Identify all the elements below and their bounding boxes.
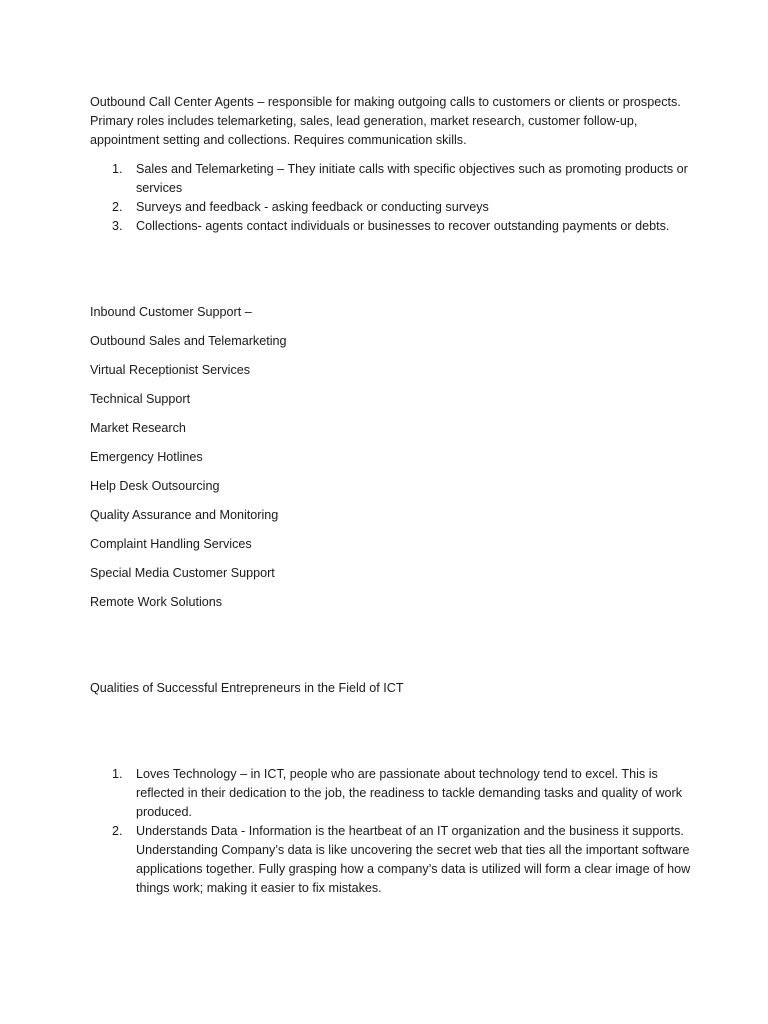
list-item-text: Sales and Telemarketing – They initiate calls with specific objectives such as promoting products or services — [136, 162, 688, 195]
service-item: Inbound Customer Support – — [90, 305, 252, 319]
list-item — [90, 822, 708, 898]
service-item: Help Desk Outsourcing — [90, 479, 220, 493]
services-list — [90, 303, 708, 612]
service-item: Emergency Hotlines — [90, 450, 203, 464]
list-item-number: 2. — [112, 824, 123, 838]
qualities-list — [90, 765, 708, 898]
list-item — [90, 217, 708, 236]
list-item — [90, 198, 708, 217]
list-item-number: 3. — [112, 219, 123, 233]
list-item-number: 1. — [112, 767, 123, 781]
list-item-text: Loves Technology – in ICT, people who are passionate about technology tend to excel. This is reflected in their dedication to the job, the readiness to tackle demanding tasks and quality of work produced. — [136, 767, 683, 819]
service-item: Complaint Handling Services — [90, 537, 252, 551]
list-item-number: 2. — [112, 200, 123, 214]
service-item: Outbound Sales and Telemarketing — [90, 334, 287, 348]
list-item — [90, 160, 708, 198]
list-item — [90, 765, 708, 822]
service-item: Market Research — [90, 421, 186, 435]
list-item-number: 1. — [112, 162, 123, 176]
service-item: Remote Work Solutions — [90, 595, 223, 609]
service-item: Quality Assurance and Monitoring — [90, 508, 279, 522]
service-item: Technical Support — [90, 392, 191, 406]
roles-list — [90, 160, 708, 236]
qualities-title: Qualities of Successful Entrepreneurs in the Field of ICT — [90, 681, 404, 695]
list-item-text: Collections- agents contact individuals or businesses to recover outstanding payments or debts. — [136, 219, 670, 233]
service-item: Virtual Receptionist Services — [90, 363, 251, 377]
intro-paragraph: Outbound Call Center Agents – responsible for making outgoing calls to customers or clients or prospects. Primary roles includes telemarketing, sales, lead generation, market research, customer follow-up, appointment setting and collections. Requires communication skills. — [90, 95, 681, 147]
service-item: Special Media Customer Support — [90, 566, 275, 580]
list-item-text: Surveys and feedback - asking feedback or conducting surveys — [136, 200, 489, 214]
list-item-text: Understands Data - Information is the heartbeat of an IT organization and the business it supports. Understanding Company’s data is like uncovering the secret web that ties all the important software applications together. Fully grasping how a company’s data is utilized will form a clear image of how things work; making it easier to fix mistakes. — [136, 824, 691, 895]
